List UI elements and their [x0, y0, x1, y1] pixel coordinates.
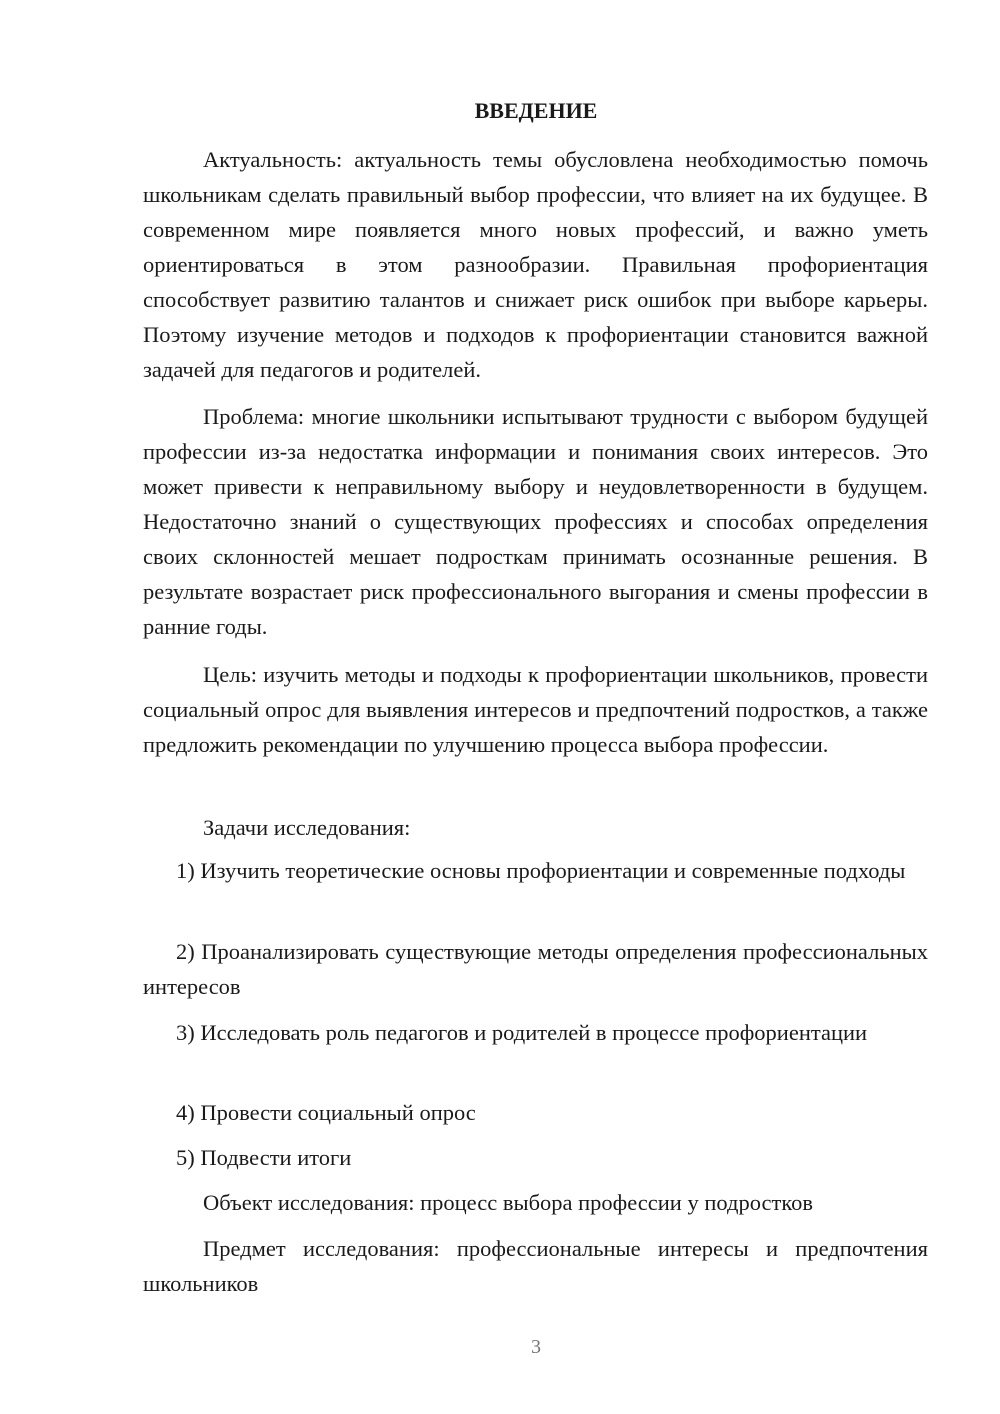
relevance-paragraph: Актуальность: актуальность темы обусловлена необходимостью помочь школьникам сделать правильный выбор профессии, что влияет на их будущее. В современном мире появляется много новых профессий, и важно уметь ориентироваться в этом разнообразии. Правильная профориентация способствует развитию талантов и снижает риск ошибок при выборе карьеры. Поэтому изучение методов и подходов к профориентации становится важной задачей для педагогов и родителей. [143, 147, 928, 382]
task-item-5: 5) Подвести итоги [176, 1145, 352, 1170]
tasks-label: Задачи исследования: [203, 815, 411, 840]
goal-paragraph: Цель: изучить методы и подходы к профориентации школьников, провести социальный опрос для выявления интересов и предпочтений подростков, а также предложить рекомендации по улучшению процесса выбора профессии. [143, 662, 928, 757]
research-subject: Предмет исследования: профессиональные интересы и предпочтения школьников [143, 1236, 928, 1296]
page-number: 3 [531, 1336, 541, 1358]
task-item-4: 4) Провести социальный опрос [176, 1100, 476, 1125]
research-object: Объект исследования: процесс выбора профессии у подростков [203, 1190, 813, 1215]
task-item-3: 3) Исследовать роль педагогов и родителей в процессе профориентации [176, 1020, 868, 1045]
task-item-1: 1) Изучить теоретические основы профориентации и современные подходы [176, 858, 906, 883]
page-title: ВВЕДЕНИЕ [474, 98, 598, 123]
problem-paragraph: Проблема: многие школьники испытывают трудности с выбором будущей профессии из-за недостатка информации и понимания своих интересов. Это может привести к неправильному выбору и неудовлетворенности в будущем. Недостаточно знаний о существующих профессиях и способах определения своих склонностей мешает подросткам принимать осознанные решения. В результате возрастает риск профессионального выгорания и смены профессии в ранние годы. [143, 404, 928, 639]
task-item-2: 2) Проанализировать существующие методы определения профессиональных интересов [143, 939, 928, 999]
